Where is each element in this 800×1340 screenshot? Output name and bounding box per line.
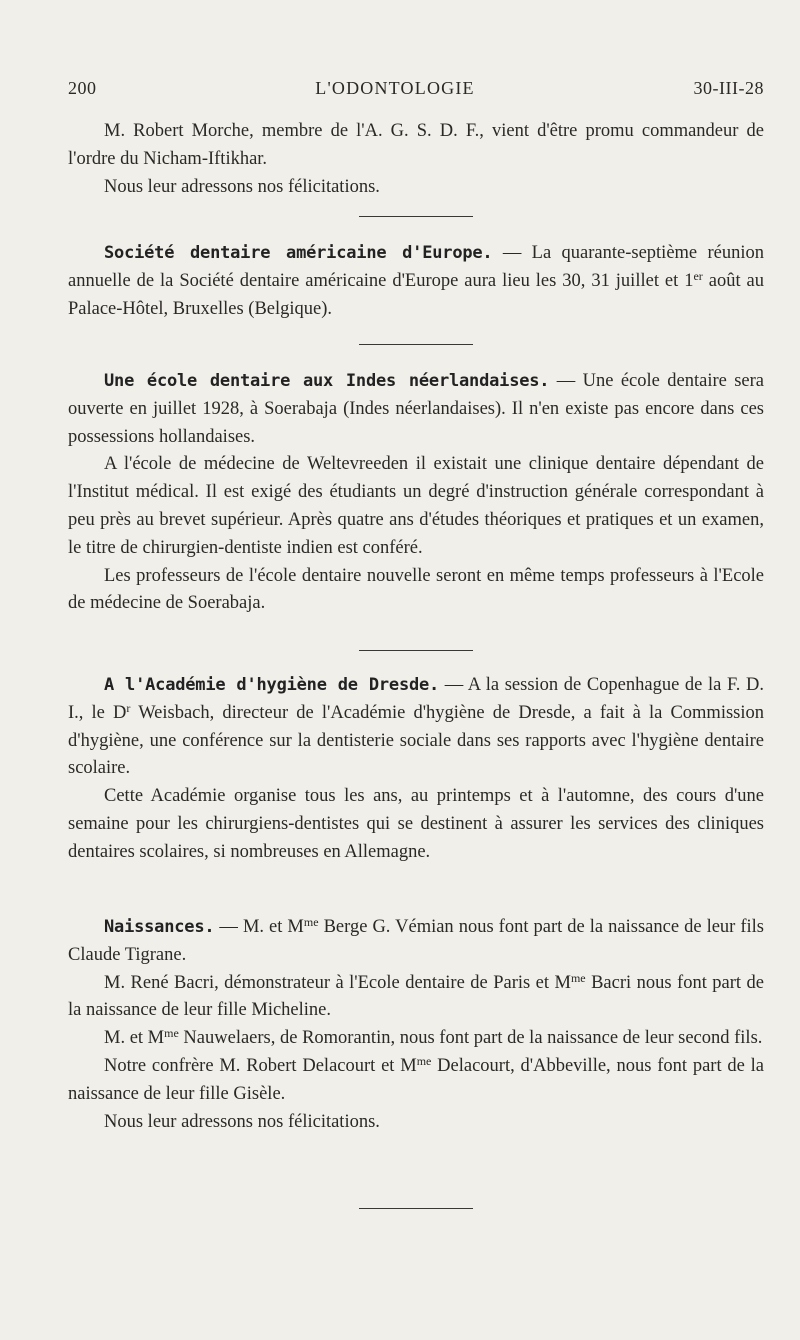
- divider-3: [68, 650, 764, 651]
- section-paragraph: Nous leur adressons nos félicitations.: [104, 1111, 380, 1132]
- section-text: août au Palace-Hôtel, Bruxelles (Belgique).: [68, 270, 765, 319]
- section-paragraph: [68, 1053, 764, 1109]
- section-paragraph: [68, 672, 764, 783]
- superscript: me: [416, 1053, 432, 1068]
- section-paragraph: [68, 368, 764, 451]
- section-heading: Société dentaire américaine d'Europe.: [104, 243, 493, 263]
- superscript: me: [303, 915, 319, 929]
- superscript: r: [126, 700, 131, 715]
- section-text: — M. et M: [214, 917, 304, 937]
- section-paragraph: [68, 970, 764, 1026]
- section-text: Delacourt, d'Abbeville, nous font part de la naissance de leur fille Gisèle.: [68, 1055, 764, 1104]
- section-heading: A l'Académie d'hygiène de Dresde.: [104, 675, 440, 695]
- running-header: [68, 78, 764, 102]
- section-text: — A la session de Copenhague de la F. D. I., le D: [68, 675, 764, 723]
- section-text: Nauwelaers, de Romorantin, nous font part de la naissance de leur second fils.: [178, 1028, 763, 1049]
- intro-congratulations: Nous leur adressons nos félicitations.: [104, 176, 380, 197]
- superscript: me: [164, 1026, 179, 1041]
- section-paragraph: [68, 1025, 764, 1053]
- section-paragraph: [68, 240, 764, 323]
- section-text: Berge G. Vémian nous font part de la naissance de leur fils Claude Tigrane.: [68, 917, 764, 965]
- intro-paragraph: M. Robert Morche, membre de l'A. G. S. D. F., vient d'être promu commandeur de l'ordre du Nicham-Iftikhar.: [68, 121, 764, 169]
- section-text: Notre confrère M. Robert Delacourt et M: [104, 1055, 417, 1076]
- superscript: me: [570, 970, 586, 985]
- section-text: — La quarante-septième réunion annuelle de la Société dentaire américaine d'Europe aura lieu les 30, 31 juillet et 1: [68, 243, 764, 291]
- issue-date: 30-III-28: [693, 78, 764, 98]
- divider-1: [68, 216, 764, 217]
- section-paragraph: [68, 914, 764, 970]
- divider-4: [68, 1208, 764, 1209]
- section-paragraph: Les professeurs de l'école dentaire nouvelle seront en même temps professeurs à l'Ecole de médecine de Soerabaja.: [68, 565, 764, 614]
- section-paragraph: Cette Académie organise tous les ans, au printemps et à l'automne, des cours d'une semaine pour les chirurgiens-dentistes qui se destinent à assurer les services des cliniques dentaires scolaires, si nombreuses en Allemagne.: [68, 786, 764, 862]
- section-academie-dresde: [68, 672, 764, 867]
- section-text: — Une école dentaire sera ouverte en juillet 1928, à Soerabaja (Indes néerlandaises). Il n'en existe pas encore dans ces possessions hollandaises.: [68, 371, 765, 447]
- section-ecole-indes: [68, 368, 764, 618]
- section-naissances: [68, 914, 764, 1136]
- superscript: er: [693, 268, 703, 283]
- section-paragraph: A l'école de médecine de Weltevreeden il existait une clinique dentaire dépendant de l'Institut médical. Il est exigé des étudiants un degré d'instruction générale correspondant à peu près au brevet supérieur. Après quatre ans d'études théoriques et pratiques et un examen, le titre de chirurgien-dentiste indien est conféré.: [68, 454, 764, 558]
- intro-block: [68, 118, 764, 201]
- section-societe-dentaire: [68, 240, 764, 323]
- section-text: M. et M: [104, 1028, 165, 1049]
- divider-2: [68, 344, 764, 345]
- section-heading: Une école dentaire aux Indes néerlandaises.: [104, 371, 550, 391]
- section-heading: Naissances.: [104, 917, 215, 937]
- section-text: M. René Bacri, démonstrateur à l'Ecole dentaire de Paris et M: [104, 972, 571, 993]
- section-text: Weisbach, directeur de l'Académie d'hygiène de Dresde, a fait à la Commission d'hygiène, une conférence sur la dentisterie sociale dans ses rapports avec l'hygiène dentaire scolaire.: [68, 702, 764, 779]
- journal-title: L'ODONTOLOGIE: [315, 78, 475, 98]
- page-number: 200: [68, 78, 97, 98]
- section-text: Bacri nous font part de la naissance de leur fille Micheline.: [68, 972, 764, 1021]
